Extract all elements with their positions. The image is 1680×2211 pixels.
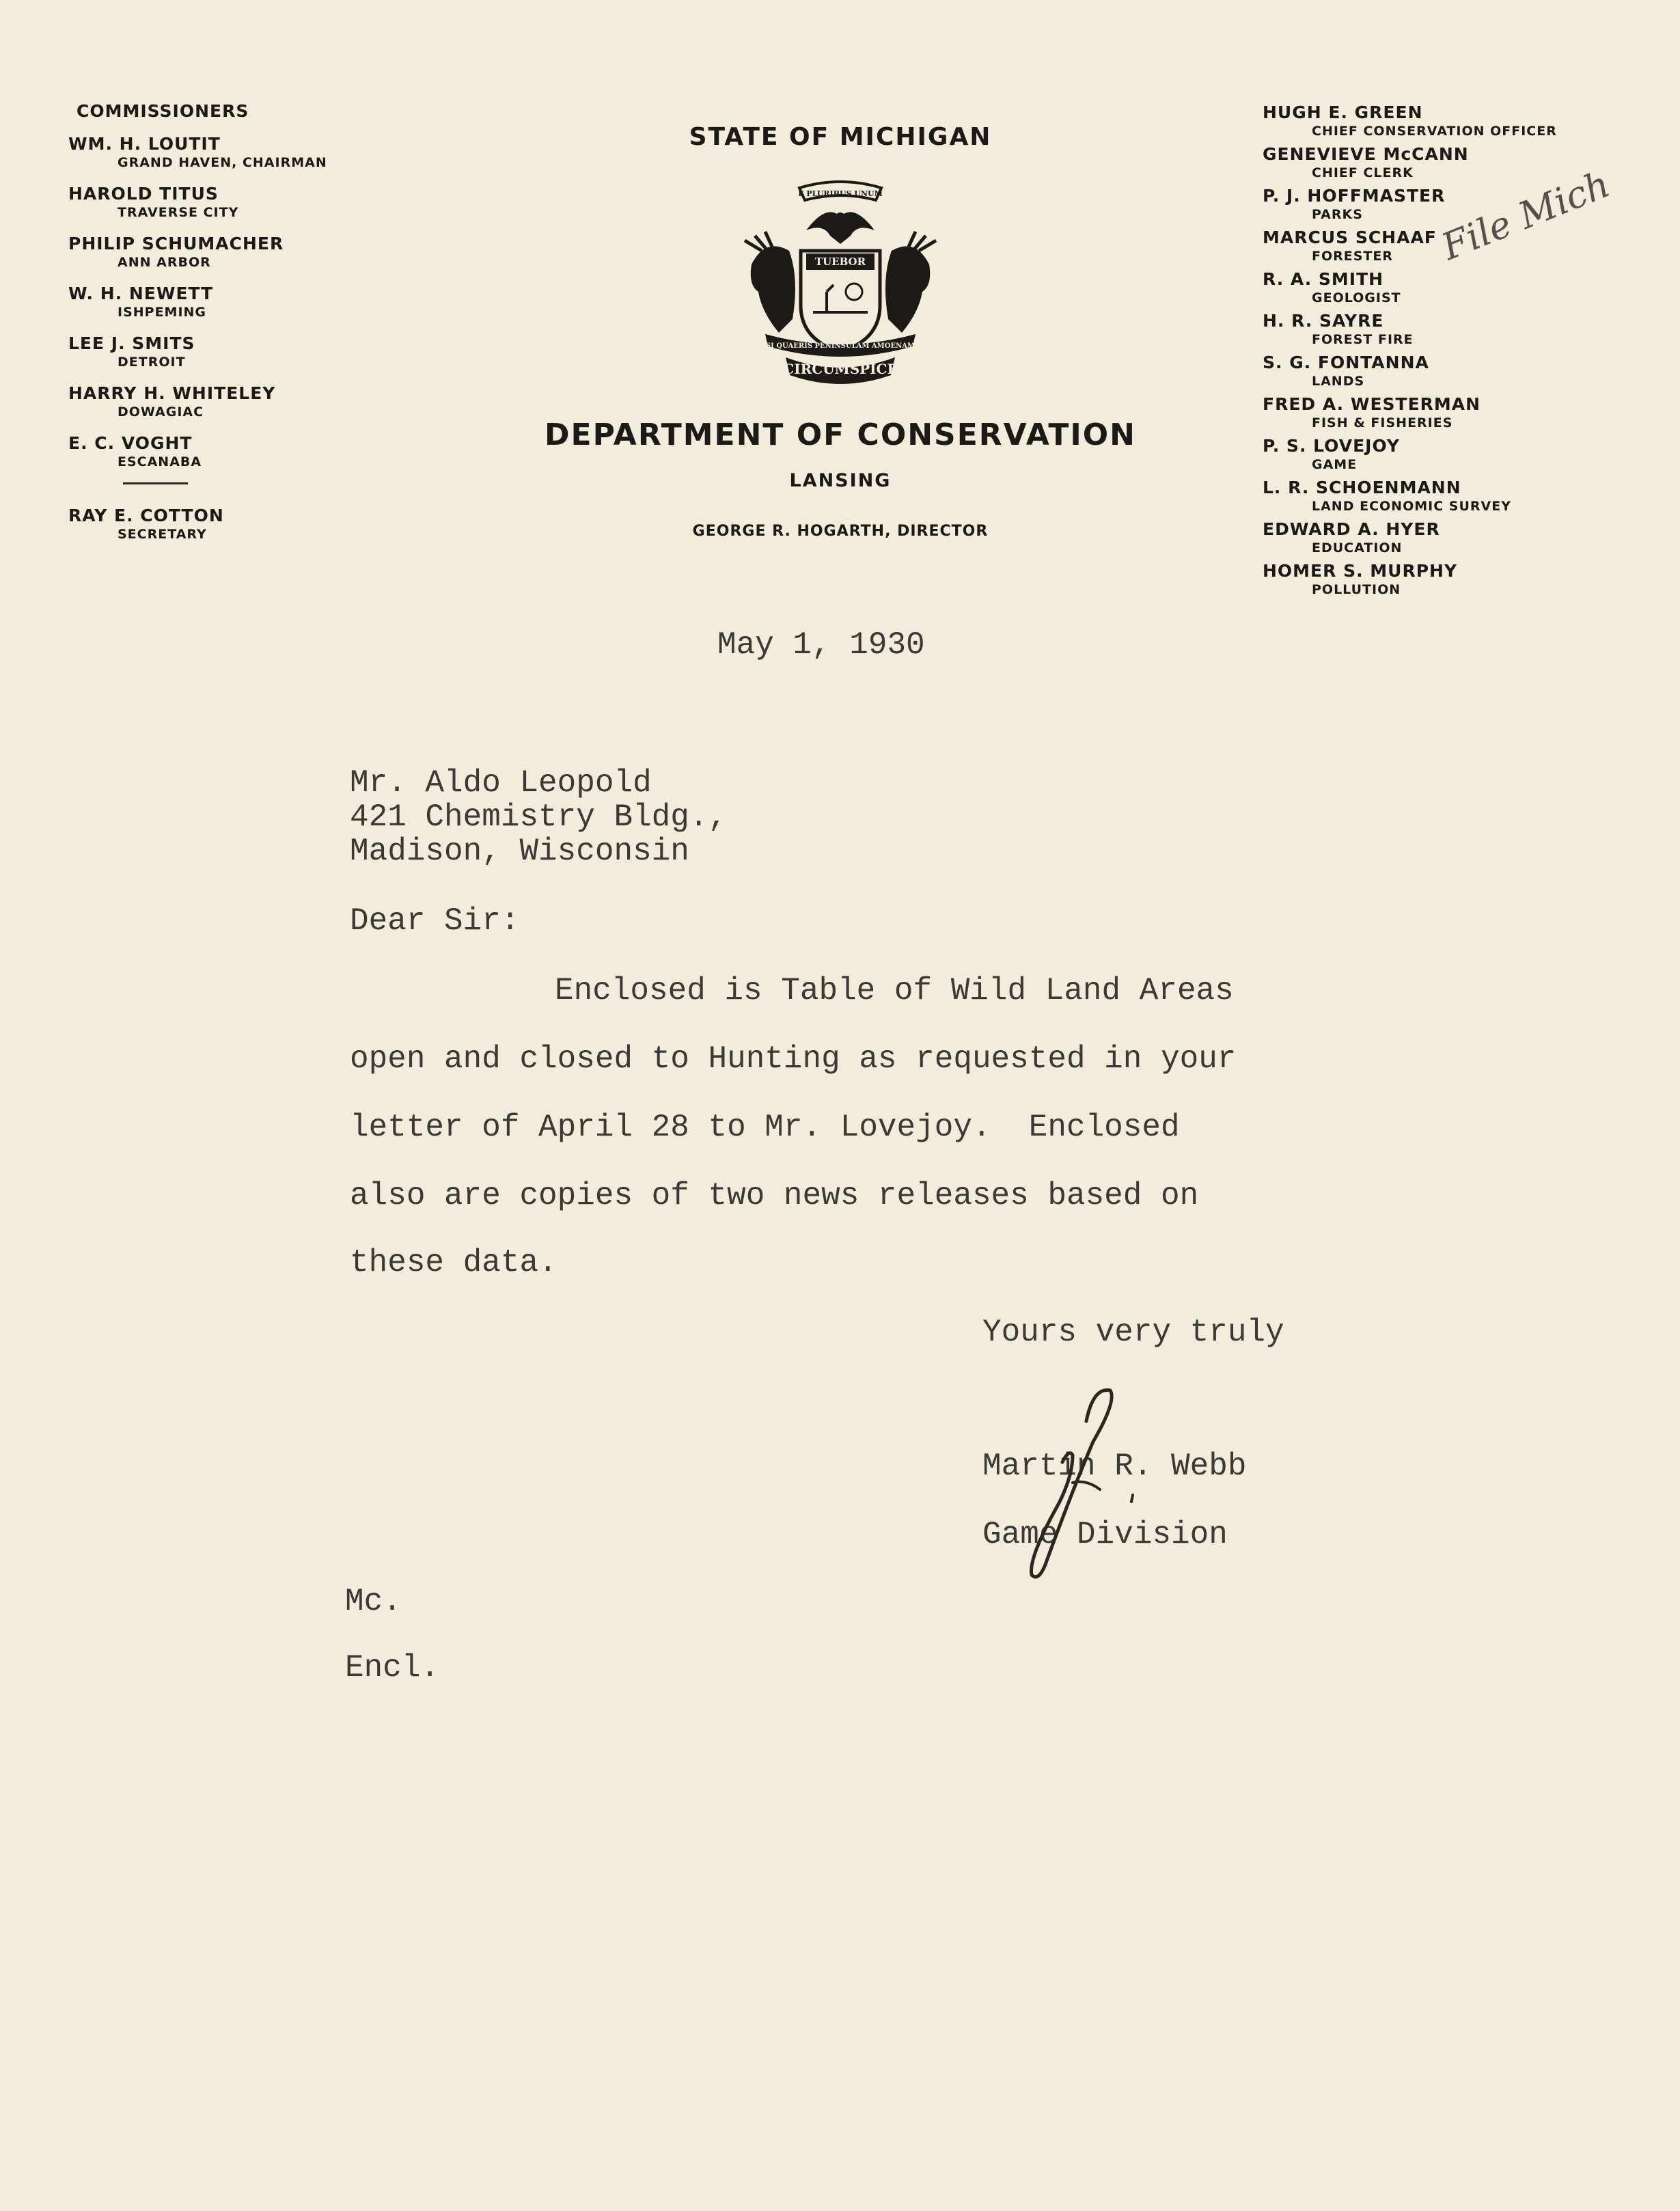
- officer-entry: [1263, 478, 1645, 514]
- officer-name: HUGH E. GREEN: [1263, 102, 1423, 122]
- officer-name: S. G. FONTANNA: [1263, 353, 1429, 372]
- officer-entry: [1263, 519, 1645, 556]
- officer-title: PARKS: [1312, 207, 1363, 222]
- handwritten-file-note: File Mich: [1435, 162, 1616, 269]
- officer-name: EDWARD A. HYER: [1263, 519, 1440, 539]
- officer-name: MARCUS SCHAAF: [1263, 228, 1437, 247]
- officer-name: H. R. SAYRE: [1263, 311, 1384, 331]
- address-line: Madison, Wisconsin: [350, 834, 689, 869]
- commissioner-place: ANN ARBOR: [118, 255, 211, 270]
- commissioner-name: W. H. NEWETT: [68, 284, 214, 303]
- officer-entry: [1263, 269, 1645, 306]
- officer-title: FOREST FIRE: [1312, 332, 1414, 347]
- closing: Yours very truly: [982, 1315, 1284, 1350]
- commissioner-entry: [68, 383, 355, 420]
- secretary-entry: [68, 505, 355, 543]
- officer-title: CHIEF CLERK: [1312, 165, 1414, 180]
- officer-name: L. R. SCHOENMANN: [1263, 478, 1461, 497]
- commissioner-place: TRAVERSE CITY: [118, 205, 239, 220]
- officer-title: POLLUTION: [1312, 582, 1401, 597]
- officer-name: R. A. SMITH: [1263, 269, 1384, 289]
- body-line: open and closed to Hunting as requested in your: [350, 1041, 1237, 1077]
- handwritten-signature-icon: [991, 1380, 1168, 1585]
- signer-division: Game Division: [982, 1517, 1228, 1552]
- commissioner-place: GRAND HAVEN, CHAIRMAN: [118, 155, 327, 170]
- commissioner-name: HAROLD TITUS: [68, 184, 219, 204]
- commissioner-entry: [68, 233, 355, 271]
- seal-top-text: E PLURIBUS UNUM: [798, 189, 883, 198]
- officer-entry: [1263, 102, 1645, 139]
- commissioner-entry: [68, 333, 355, 370]
- commissioner-place: DETROIT: [118, 355, 186, 370]
- department-title: DEPARTMENT OF CONSERVATION: [545, 417, 1136, 452]
- officer-entry: [1263, 394, 1645, 431]
- officer-name: HOMER S. MURPHY: [1263, 561, 1458, 581]
- letterhead-center: [478, 123, 1202, 540]
- seal-shield-text: TUEBOR: [814, 256, 866, 268]
- commissioner-entry: [68, 432, 355, 470]
- secretary-title: SECRETARY: [118, 527, 207, 542]
- signer-name: Martin R. Webb: [982, 1448, 1247, 1484]
- secretary-name: RAY E. COTTON: [68, 506, 224, 525]
- body-line: letter of April 28 to Mr. Lovejoy. Enclosed: [350, 1110, 1180, 1145]
- commissioner-entry: [68, 183, 355, 221]
- divider: [123, 482, 188, 484]
- officer-entry: [1263, 561, 1645, 598]
- city-name: LANSING: [789, 470, 892, 491]
- officer-name: P. J. HOFFMASTER: [1263, 186, 1446, 206]
- officer-title: CHIEF CONSERVATION OFFICER: [1312, 124, 1557, 139]
- seal-motto-text: SI QUAERIS PENINSULAM AMOENAM: [765, 342, 915, 350]
- officer-entry: [1263, 311, 1645, 348]
- commissioner-name: LEE J. SMITS: [68, 333, 195, 353]
- officer-entry: [1263, 353, 1645, 389]
- seal-bottom-text: CIRCUMSPICE: [783, 361, 898, 377]
- commissioner-name: WM. H. LOUTIT: [68, 134, 221, 154]
- enclosure-note: Encl.: [345, 1650, 440, 1686]
- commissioner-entry: [68, 283, 355, 320]
- officer-title: FISH & FISHERIES: [1312, 415, 1453, 430]
- director-line: GEORGE R. HOGARTH, DIRECTOR: [692, 523, 989, 540]
- salutation: Dear Sir:: [350, 903, 520, 939]
- letter-date: May 1, 1930: [717, 627, 925, 663]
- body-line: these data.: [350, 1245, 557, 1280]
- commissioners-heading: COMMISSIONERS: [77, 101, 249, 121]
- officer-title: LANDS: [1312, 374, 1365, 389]
- officer-entry: [1263, 436, 1645, 473]
- typist-initials: Mc.: [345, 1584, 402, 1619]
- commissioner-name: E. C. VOGHT: [68, 433, 193, 453]
- officer-name: P. S. LOVEJOY: [1263, 436, 1400, 456]
- address-line: 421 Chemistry Bldg.,: [350, 799, 728, 835]
- michigan-seal-icon: [724, 176, 956, 387]
- address-line: Mr. Aldo Leopold: [350, 765, 652, 801]
- commissioner-place: DOWAGIAC: [118, 404, 204, 420]
- commissioner-place: ISHPEMING: [118, 305, 207, 320]
- officer-name: FRED A. WESTERMAN: [1263, 394, 1481, 414]
- commissioner-name: PHILIP SCHUMACHER: [68, 234, 284, 253]
- commissioner-entry: [68, 133, 355, 171]
- officer-title: EDUCATION: [1312, 540, 1403, 555]
- officer-name: GENEVIEVE McCANN: [1263, 144, 1469, 164]
- commissioner-place: ESCANABA: [118, 454, 202, 469]
- body-line: Enclosed is Table of Wild Land Areas: [555, 973, 1234, 1008]
- commissioner-name: HARRY H. WHITELEY: [68, 383, 276, 403]
- officer-title: GEOLOGIST: [1312, 290, 1401, 305]
- commissioners-list: [68, 101, 355, 555]
- officer-title: LAND ECONOMIC SURVEY: [1312, 499, 1511, 514]
- officer-title: FORESTER: [1312, 249, 1393, 264]
- body-line: also are copies of two news releases based on: [350, 1178, 1199, 1213]
- officer-title: GAME: [1312, 457, 1358, 472]
- state-title: STATE OF MICHIGAN: [689, 123, 992, 151]
